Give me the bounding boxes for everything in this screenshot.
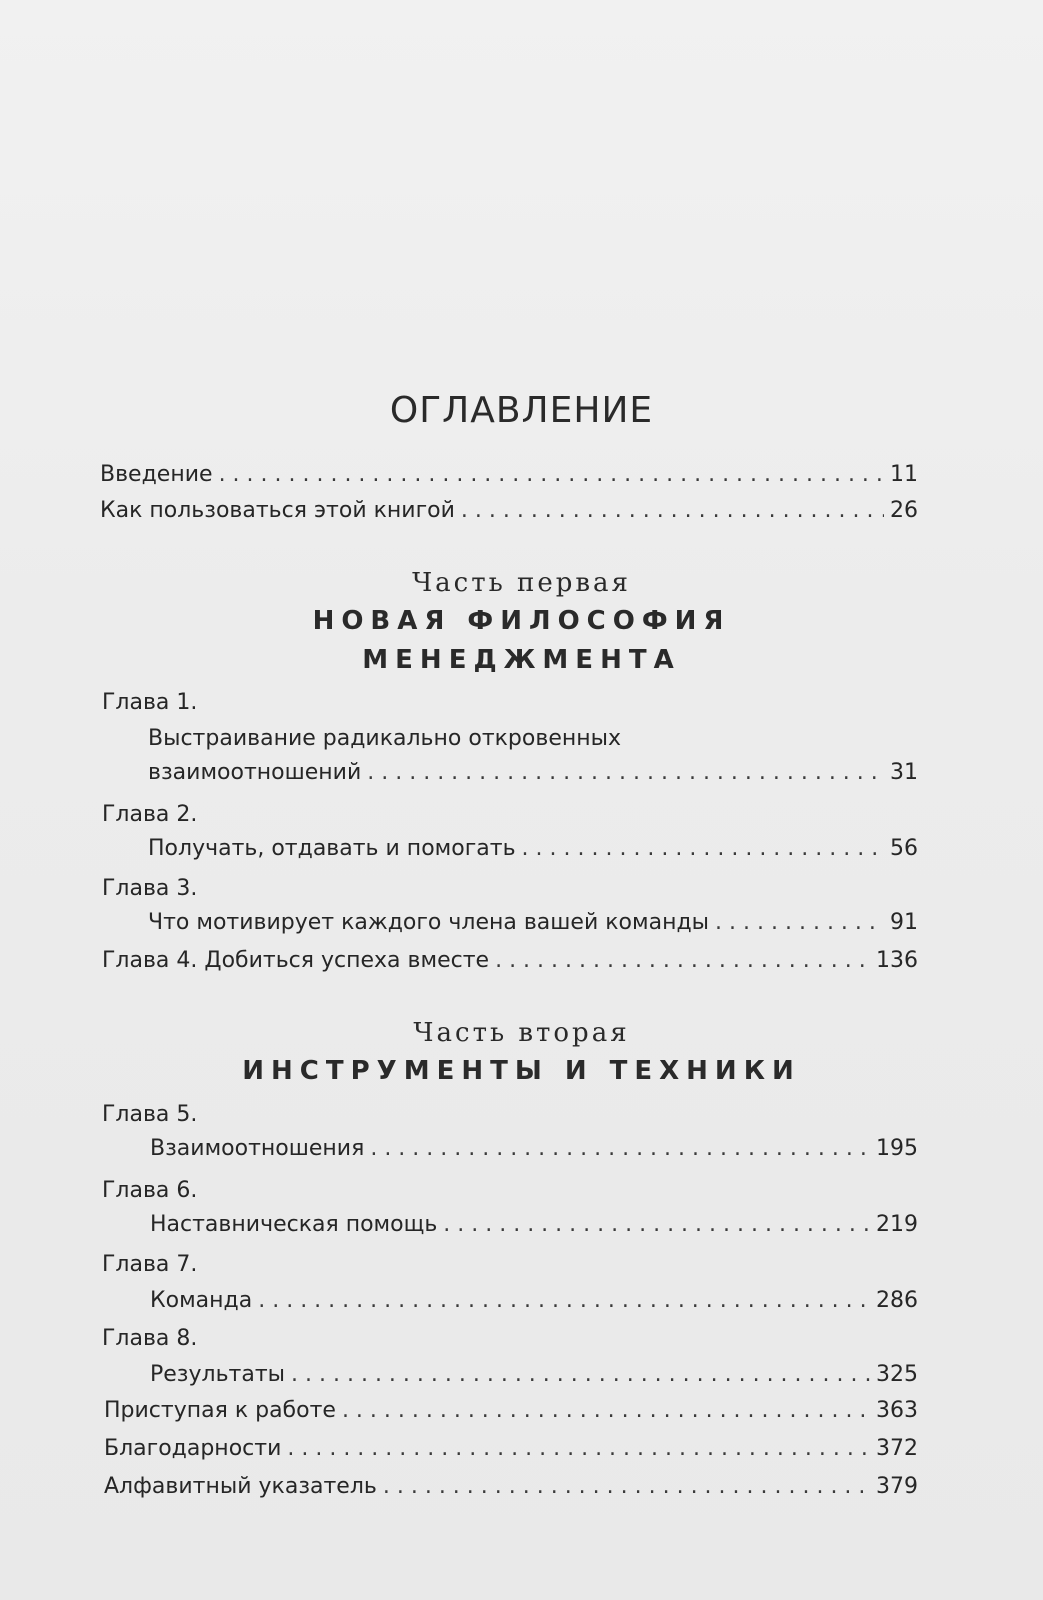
chapter-2-heading: Глава 2.: [102, 802, 198, 827]
toc-entry-chapter-6[interactable]: [150, 1210, 918, 1240]
page-number: 372: [876, 1436, 918, 1461]
chapter-3-heading: Глава 3.: [102, 876, 198, 901]
entry-label: Приступая к работе: [104, 1398, 336, 1423]
toc-entry-getting-started[interactable]: [104, 1396, 918, 1426]
dot-leader: [342, 1396, 870, 1426]
entry-label: Получать, отдавать и помогать: [148, 836, 516, 861]
page-number: 56: [890, 836, 918, 861]
part-one-title-line1: НОВАЯ ФИЛОСОФИЯ: [312, 606, 731, 636]
page-number: 286: [876, 1288, 918, 1313]
entry-label: Взаимоотношения: [150, 1136, 365, 1161]
chapter-1-title-line1: Выстраивание радикально откровенных: [148, 726, 622, 751]
chapter-1-heading: Глава 1.: [102, 690, 198, 715]
page-number: 379: [876, 1474, 918, 1499]
part-one-title-line2: МЕНЕДЖМЕНТА: [362, 645, 681, 675]
page-number: 363: [876, 1398, 918, 1423]
toc-entry-chapter-7[interactable]: [150, 1286, 918, 1316]
page-number: 26: [890, 498, 918, 523]
toc-title: ОГЛАВЛЕНИЕ: [389, 390, 654, 431]
dot-leader: [715, 908, 884, 938]
dot-leader: [258, 1286, 870, 1316]
toc-entry-index[interactable]: [104, 1472, 918, 1502]
toc-entry-introduction[interactable]: [100, 460, 918, 490]
entry-label: взаимоотношений: [148, 760, 362, 785]
dot-leader: [370, 1134, 870, 1164]
dot-leader: [291, 1360, 870, 1390]
entry-label: Команда: [150, 1288, 253, 1313]
entry-label: Что мотивирует каждого члена вашей команды: [148, 910, 710, 935]
chapter-8-heading: Глава 8.: [102, 1326, 198, 1351]
toc-entry-chapter-4[interactable]: [102, 946, 918, 976]
chapter-6-heading: Глава 6.: [102, 1178, 198, 1203]
dot-leader: [495, 946, 870, 976]
toc-entry-chapter-8[interactable]: [150, 1360, 918, 1390]
part-two-title: ИНСТРУМЕНТЫ И ТЕХНИКИ: [242, 1056, 801, 1086]
page-number: 136: [876, 948, 918, 973]
page-number: 325: [876, 1362, 918, 1387]
chapter-5-heading: Глава 5.: [102, 1102, 198, 1127]
dot-leader: [443, 1210, 870, 1240]
entry-label: Глава 4. Добиться успеха вместе: [102, 948, 490, 973]
dot-leader: [461, 496, 884, 526]
dot-leader: [383, 1472, 870, 1502]
toc-entry-chapter-5[interactable]: [150, 1134, 918, 1164]
entry-label: Как пользоваться этой книгой: [100, 498, 455, 523]
page-number: 31: [890, 760, 918, 785]
entry-label: Благодарности: [104, 1436, 282, 1461]
dot-leader: [287, 1434, 870, 1464]
toc-entry-chapter-2[interactable]: [148, 834, 918, 864]
part-one-label: Часть первая: [412, 568, 631, 598]
entry-label: Алфавитный указатель: [104, 1474, 377, 1499]
dot-leader: [367, 758, 884, 788]
dot-leader: [522, 834, 884, 864]
entry-label: Результаты: [150, 1362, 286, 1387]
page-number: 195: [876, 1136, 918, 1161]
page-number: 91: [890, 910, 918, 935]
entry-label: Введение: [100, 462, 213, 487]
toc-entry-how-to-use[interactable]: [100, 496, 918, 526]
entry-label: Наставническая помощь: [150, 1212, 438, 1237]
page-number: 219: [876, 1212, 918, 1237]
part-two-label: Часть вторая: [413, 1018, 630, 1048]
toc-entry-acknowledgements[interactable]: [104, 1434, 918, 1464]
page-number: 11: [890, 462, 918, 487]
dot-leader: [219, 460, 884, 490]
toc-entry-chapter-1[interactable]: [148, 758, 918, 788]
toc-entry-chapter-3[interactable]: [148, 908, 918, 938]
chapter-7-heading: Глава 7.: [102, 1252, 198, 1277]
